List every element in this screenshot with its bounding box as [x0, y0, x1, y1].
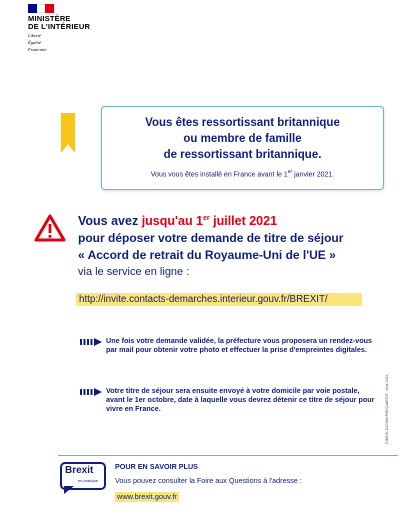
info-item-delivery [80, 386, 380, 414]
title-line2: ou membre de famille [183, 133, 302, 145]
document-reference: DIMOS-DICOM-PAEQ-MEDIT - mai 2021 [385, 374, 389, 444]
brexit-site-link[interactable]: www.brexit.gouv.fr [117, 492, 177, 501]
deadline-date: jusqu'au 1er juillet 2021 [141, 214, 278, 229]
deadline-line2: pour déposer votre demande de titre de séjour [78, 231, 344, 246]
french-flag-icon [28, 4, 54, 13]
online-service-link[interactable]: http://invite.contacts-demarches.interieur.gouv.fr/BREXIT/ [76, 293, 362, 306]
ministry-name-line1: MINISTÈRE [28, 14, 71, 23]
info-item-validation [80, 336, 380, 354]
deadline-block [78, 210, 388, 281]
deadline-heading: Vous avez jusqu'au 1er juillet 2021 [78, 214, 278, 229]
bookmark-ribbon-icon [61, 113, 75, 153]
title-line3: de ressortissant britannique. [163, 149, 322, 161]
motto-liberte: Liberté [28, 33, 41, 38]
motto-fraternite: Fraternité [28, 47, 47, 52]
info-text-delivery: Votre titre de séjour sera ensuite envoyé à votre domicile par voie postale, avant le 1er octobre, date à laquelle vous devrez détenir ce titre de séjour pour vivre en France. [106, 386, 375, 414]
more-info [115, 462, 385, 504]
footer-divider [58, 455, 398, 456]
brexit-logo-sub: en pratique [78, 478, 99, 483]
title-line1: Vous êtes ressortissant britannique [145, 117, 340, 129]
deadline-line4: via le service en ligne : [78, 266, 190, 279]
brexit-logo-word: Brexit [65, 465, 94, 476]
motto-egalite: Égalité [28, 40, 41, 45]
info-text-validation: Une fois votre demande validée, la préfecture vous proposera un rendez-vous par mail pour obtenir votre photo et effectuer la prise d'empreintes digitales. [106, 336, 373, 355]
more-info-text: Vous pouvez consulter la Foire aux Questions à l'adresse : [115, 476, 302, 485]
title-subtitle: Vous vous êtes installé en France avant le 1er janvier 2021. [150, 169, 335, 179]
more-info-heading: POUR EN SAVOIR PLUS [115, 462, 198, 471]
arrow-right-icon [80, 388, 102, 396]
ministry-logo [28, 4, 138, 52]
ministry-name-line2: DE L'INTÉRIEUR [28, 22, 91, 31]
speech-bubble-tail-icon [64, 486, 74, 494]
arrow-right-icon [80, 338, 102, 346]
deadline-line3: « Accord de retrait du Royaume-Uni de l'UE » [78, 248, 336, 263]
brexit-logo [60, 462, 106, 490]
warning-icon [34, 214, 66, 242]
title-box [101, 106, 384, 190]
